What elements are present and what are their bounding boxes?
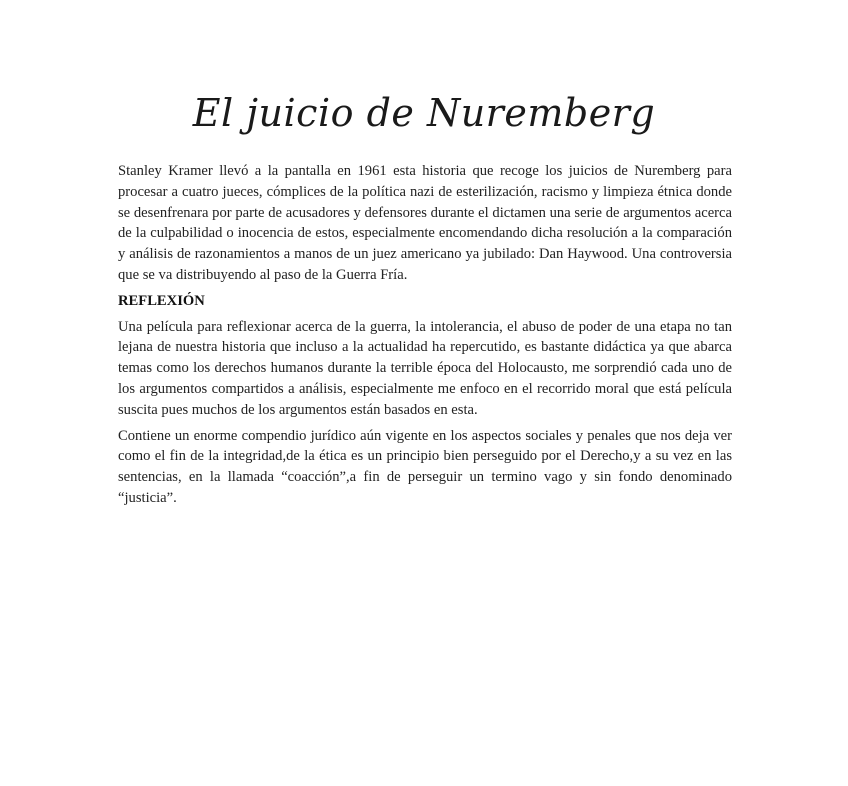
document-body bbox=[118, 161, 732, 514]
paragraph-synopsis: Stanley Kramer llevó a la pantalla en 1961 esta historia que recoge los juicios de Nuremberg para procesar a cuatro jueces, cómplices de la política nazi de esterilización, racismo y limpieza étnica donde se desenfrenara por parte de acusadores y defensores durante el dictamen una serie de argumentos acerca de la culpabilidad o inocencia de estos, especialmente encomendando dicha resolución a la comparación y análisis de razonamientos a manos de un juez americano ya jubilado: Dan Haywood. Una controversia que se va distribuyendo al paso de la Guerra Fría. bbox=[118, 163, 732, 283]
paragraph-legal-content: Contiene un enorme compendio jurídico aún vigente en los aspectos sociales y penales que nos deja ver como el fin de la integridad,de la ética es un principio bien perseguido por el Derecho,y a su vez en las sentencias, en la llamada “coacción”,a fin de perseguir un termino vago y sin fondo denominado “justicia”. bbox=[118, 427, 732, 506]
paragraph-reflection: Una película para reflexionar acerca de la guerra, la intolerancia, el abuso de poder de una etapa no tan lejana de nuestra historia que incluso a la actualidad ha repercutido, es bastante didáctica ya que abarca temas como los derechos humanos durante la terrible época del Holocausto, me sorprendió cada uno de los argumentos compartidos a análisis, especialmente me enfoco en el recorrido moral que está película suscita pues muchos de los argumentos están basados en esta. bbox=[118, 318, 732, 418]
section-heading-reflexion: REFLEXIÓN bbox=[118, 292, 205, 309]
document-title: El juicio de Nuremberg bbox=[192, 91, 656, 135]
